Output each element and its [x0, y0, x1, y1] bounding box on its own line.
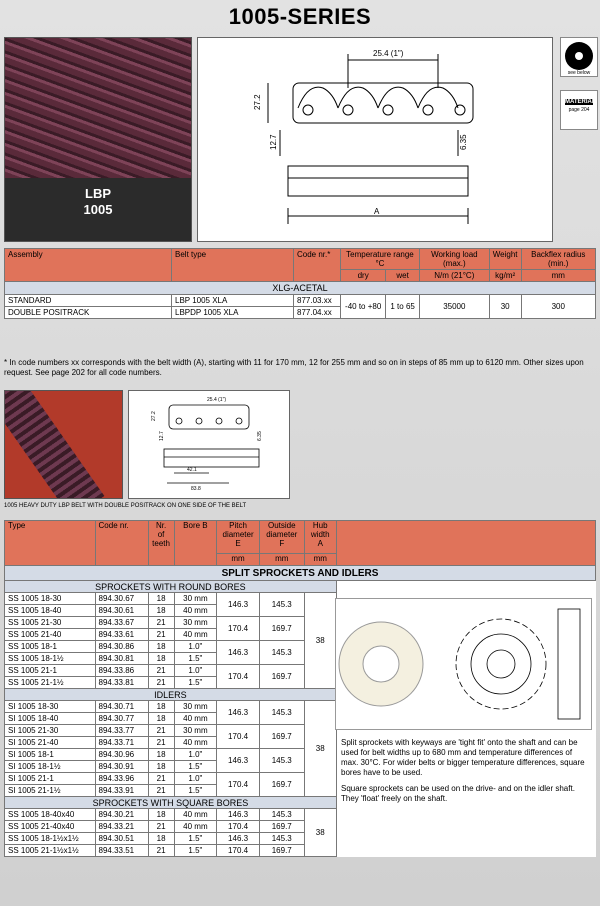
- table-cell: 146.3: [217, 641, 260, 665]
- table-cell: 30: [489, 295, 521, 319]
- hub-width-cell: 38: [304, 809, 336, 857]
- table-cell: 894.30.81: [95, 653, 148, 665]
- table-cell: 18: [148, 833, 174, 845]
- table-cell: SS 1005 21-1½: [5, 677, 96, 689]
- th-assembly: Assembly: [5, 249, 172, 282]
- th-outside: Outside diameter F: [259, 521, 304, 554]
- material-label: MATERIAL: [565, 99, 596, 105]
- table-cell: 145.3: [259, 833, 304, 845]
- table-cell: 169.7: [259, 773, 304, 797]
- group-title: IDLERS: [5, 689, 337, 701]
- table-cell: 894.30.86: [95, 641, 148, 653]
- table-cell: 1.5": [174, 785, 217, 797]
- table-cell: 21: [148, 737, 174, 749]
- hub-width-cell: 38: [304, 593, 336, 689]
- dim2-421: 42.1: [187, 467, 197, 473]
- table-cell: 894.33.91: [95, 785, 148, 797]
- table-cell: 894.33.51: [95, 845, 148, 857]
- table-cell: 21: [148, 665, 174, 677]
- table-cell: -40 to +80: [341, 295, 386, 319]
- dim-width-a: A: [374, 207, 380, 216]
- table-cell: 170.4: [217, 617, 260, 641]
- table-cell: SI 1005 21-1: [5, 773, 96, 785]
- table-cell: 1.5": [174, 761, 217, 773]
- table-cell: 30 mm: [174, 617, 217, 629]
- material-box: [560, 90, 598, 130]
- page-title: 1005-SERIES: [228, 4, 372, 29]
- th-weight-unit: kg/m²: [489, 270, 521, 282]
- dim-height-127: 12.7: [269, 134, 278, 150]
- th-weight: Weight: [489, 249, 521, 270]
- table-cell: 18: [148, 653, 174, 665]
- table-cell: LBPDP 1005 XLA: [172, 307, 294, 319]
- table-cell: 18: [148, 593, 174, 605]
- th-type: Type: [5, 521, 96, 566]
- table-cell: 30 mm: [174, 701, 217, 713]
- table-cell: 21: [148, 845, 174, 857]
- see-below-gear-box: [560, 37, 598, 77]
- table-cell: 894.30.77: [95, 713, 148, 725]
- th-temp: Temperature range °C: [341, 249, 420, 270]
- table-cell: 300: [521, 295, 595, 319]
- dim2-127: 12.7: [159, 431, 165, 441]
- sprocket-image: [335, 598, 592, 730]
- dim-height-635: 6.35: [459, 134, 468, 150]
- table-cell: 170.4: [217, 665, 260, 689]
- heavy-duty-belt-photo: [4, 390, 123, 499]
- table-cell: 40 mm: [174, 821, 217, 833]
- table-cell: 35000: [419, 295, 489, 319]
- table-cell: 894.33.77: [95, 725, 148, 737]
- desc-keyways: Split sprockets with keyways are 'tight fit' onto the shaft and can be used for belt widths up to 680 mm and temperature differences of max. 30°C. For wider belts or bigger temperature differences, square bores have to be used.: [341, 738, 585, 777]
- table-cell: 894.33.67: [95, 617, 148, 629]
- dim2-838: 83.8: [191, 486, 201, 492]
- table-cell: SI 1005 21-30: [5, 725, 96, 737]
- table-cell: 877.04.xx: [294, 307, 341, 319]
- table-cell: 1.5": [174, 677, 217, 689]
- table-cell: 145.3: [259, 809, 304, 821]
- table-cell: 40 mm: [174, 605, 217, 617]
- dim-height-272: 27.2: [253, 94, 262, 110]
- table-cell: 18: [148, 761, 174, 773]
- table-cell: SS 1005 21-1: [5, 665, 96, 677]
- th-belt-type: Belt type: [172, 249, 294, 282]
- table-cell: SS 1005 18-1: [5, 641, 96, 653]
- table-cell: SI 1005 18-40: [5, 713, 96, 725]
- th-hub: Hub width A: [304, 521, 336, 554]
- table-cell: 894.33.61: [95, 629, 148, 641]
- table-cell: 894.30.21: [95, 809, 148, 821]
- table-cell: 21: [148, 629, 174, 641]
- table-cell: SS 1005 21-40x40: [5, 821, 96, 833]
- table-cell: 40 mm: [174, 713, 217, 725]
- heavy-duty-caption: 1005 HEAVY DUTY LBP BELT WITH DOUBLE POSITRACK ON ONE SIDE OF THE BELT: [4, 503, 247, 509]
- table-cell: 21: [148, 677, 174, 689]
- table-cell: 170.4: [217, 725, 260, 749]
- table-cell: SI 1005 21-1½: [5, 785, 96, 797]
- dim2-635: 6.35: [257, 431, 263, 441]
- table-cell: SS 1005 18-40: [5, 605, 96, 617]
- th-code: Code nr.*: [294, 249, 341, 282]
- table-cell: 170.4: [217, 821, 260, 833]
- dim2-272: 27.2: [151, 411, 157, 421]
- table-cell: 18: [148, 605, 174, 617]
- split-sprockets-title: SPLIT SPROCKETS AND IDLERS: [5, 566, 596, 581]
- table-cell: 18: [148, 713, 174, 725]
- dim2-pitch: 25.4 (1"): [207, 397, 227, 403]
- table-cell: 894.30.96: [95, 749, 148, 761]
- table-cell: 894.30.67: [95, 593, 148, 605]
- th-load-unit: N/m (21°C): [419, 270, 489, 282]
- table-cell: 21: [148, 821, 174, 833]
- table-cell: 169.7: [259, 725, 304, 749]
- table-cell: 18: [148, 809, 174, 821]
- table-cell: 1.0": [174, 749, 217, 761]
- table-cell: 146.3: [217, 749, 260, 773]
- sprocket-description: [341, 738, 586, 810]
- group-title: SPROCKETS WITH SQUARE BORES: [5, 797, 337, 809]
- table-cell: 894.30.61: [95, 605, 148, 617]
- table-cell: 40 mm: [174, 809, 217, 821]
- th-wet: wet: [386, 270, 420, 282]
- table-cell: 18: [148, 701, 174, 713]
- desc-square: Square sprockets can be used on the drive- and on the idler shaft. They 'float' freely on the shaft.: [341, 784, 575, 803]
- table-cell: STANDARD: [5, 295, 172, 307]
- table-cell: 894.30.71: [95, 701, 148, 713]
- table-cell: 894.30.91: [95, 761, 148, 773]
- table-cell: 1.5": [174, 845, 217, 857]
- table-cell: 146.3: [217, 701, 260, 725]
- th-teeth: Nr. of teeth: [148, 521, 174, 566]
- table-cell: 1.0": [174, 665, 217, 677]
- table-cell: 21: [148, 725, 174, 737]
- table-cell: SS 1005 21-30: [5, 617, 96, 629]
- table-cell: 40 mm: [174, 629, 217, 641]
- table-cell: 18: [148, 641, 174, 653]
- table-cell: 877.03.xx: [294, 295, 341, 307]
- th-backflex: Backflex radius (min.): [521, 249, 595, 270]
- table-cell: 170.4: [217, 773, 260, 797]
- table-cell: SS 1005 21-40: [5, 629, 96, 641]
- th-outside-unit: mm: [259, 554, 304, 566]
- table-cell: 1.5": [174, 833, 217, 845]
- table-cell: LBP 1005 XLA: [172, 295, 294, 307]
- th-dry: dry: [341, 270, 386, 282]
- table-cell: 1.0": [174, 773, 217, 785]
- table-cell: 145.3: [259, 641, 304, 665]
- dim-pitch: 25.4 (1"): [373, 49, 404, 58]
- table-cell: 1 to 65: [386, 295, 420, 319]
- group-title: SPROCKETS WITH ROUND BORES: [5, 581, 337, 593]
- belt-photo: [4, 37, 192, 242]
- table-cell: 18: [148, 749, 174, 761]
- table-cell: 21: [148, 617, 174, 629]
- belt-caption-line1: LBP: [85, 186, 111, 201]
- th-hub-unit: mm: [304, 554, 336, 566]
- table-cell: 40 mm: [174, 737, 217, 749]
- table-cell: 894.33.96: [95, 773, 148, 785]
- table-cell: 1.5": [174, 653, 217, 665]
- see-below-label: see below: [567, 70, 591, 76]
- table-cell: 169.7: [259, 845, 304, 857]
- th-pitch: Pitch diameter E: [217, 521, 260, 554]
- table-cell: 1.0": [174, 641, 217, 653]
- table-cell: 894.33.71: [95, 737, 148, 749]
- table-cell: 169.7: [259, 617, 304, 641]
- heavy-duty-drawing: [128, 390, 290, 499]
- table-cell: 145.3: [259, 749, 304, 773]
- belt-image: [5, 38, 191, 178]
- table-cell: 169.7: [259, 821, 304, 833]
- th-pitch-unit: mm: [217, 554, 260, 566]
- table-cell: SS 1005 18-40x40: [5, 809, 96, 821]
- table-cell: 146.3: [217, 833, 260, 845]
- table-cell: DOUBLE POSITRACK: [5, 307, 172, 319]
- material-page: page 204: [568, 107, 590, 113]
- belt-spec-table: [4, 248, 596, 319]
- table-cell: SI 1005 18-1½: [5, 761, 96, 773]
- table-cell: 894.30.51: [95, 833, 148, 845]
- table-cell: SS 1005 18-30: [5, 593, 96, 605]
- code-number-note: * In code numbers xx corresponds with the belt width (A), starting with 11 for 170 mm, 12 for 255 mm and so on in steps of 85 mm up to 6120 mm. Other sizes upon request. See page 202 for all code numbers.: [4, 358, 584, 377]
- table-cell: 145.3: [259, 701, 304, 725]
- th-load: Working load (max.): [419, 249, 489, 270]
- table-cell: SI 1005 18-30: [5, 701, 96, 713]
- belt-technical-drawing: [197, 37, 553, 242]
- th-backflex-unit: mm: [521, 270, 595, 282]
- table-cell: 169.7: [259, 665, 304, 689]
- table-cell: 894.33.81: [95, 677, 148, 689]
- table-cell: 145.3: [259, 593, 304, 617]
- table-cell: 30 mm: [174, 593, 217, 605]
- table-cell: 146.3: [217, 809, 260, 821]
- table-cell: 146.3: [217, 593, 260, 617]
- hub-width-cell: 38: [304, 701, 336, 797]
- table-cell: SI 1005 21-40: [5, 737, 96, 749]
- table-cell: 170.4: [217, 845, 260, 857]
- table-cell: 894.33.86: [95, 665, 148, 677]
- section-xlg-acetal: XLG-ACETAL: [5, 282, 596, 295]
- th-code-nr: Code nr.: [95, 521, 148, 566]
- table-cell: SS 1005 18-1½x1½: [5, 833, 96, 845]
- table-cell: 21: [148, 773, 174, 785]
- gear-icon: [565, 42, 593, 70]
- table-cell: 894.33.21: [95, 821, 148, 833]
- table-cell: SS 1005 18-1½: [5, 653, 96, 665]
- table-cell: 21: [148, 785, 174, 797]
- table-cell: SS 1005 21-1½x1½: [5, 845, 96, 857]
- belt-caption-line2: 1005: [83, 202, 113, 217]
- th-bore: Bore B: [174, 521, 217, 566]
- table-cell: 30 mm: [174, 725, 217, 737]
- table-cell: SI 1005 18-1: [5, 749, 96, 761]
